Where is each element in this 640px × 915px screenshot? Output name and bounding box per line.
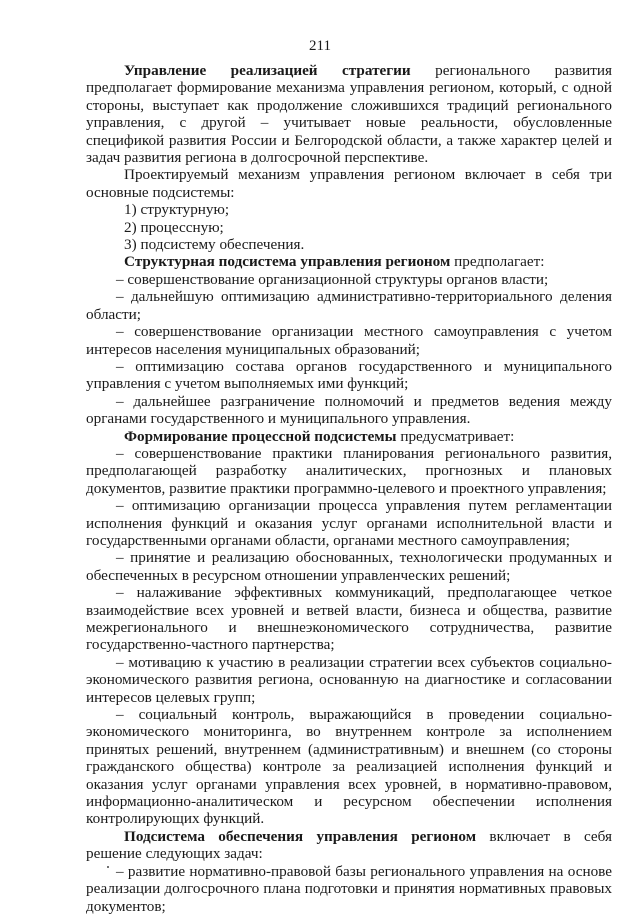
structural-bold: Структурная подсистема управления регионом (124, 253, 451, 271)
process-item: – социальный контроль, выражающийся в проведении социально-экономического мониторинга, во внутреннем контроле за исполнением принятых решений, внутреннем (административным) и внешнем (со стороны гражданского общества) контроле за реализацией исполнения функций и оказания услуг органами управления всех уровней, в нормативно-правовом, информационно-аналитическом и ресурсном обеспечении исполнения контролирующих функций. (86, 706, 612, 828)
page-number: 211 (309, 38, 331, 54)
process-heading (86, 428, 612, 445)
structural-item: – совершенствование организационной структуры органов власти; (116, 270, 549, 288)
process-item: – совершенствование практики планирования регионального развития, предполагающей разработку аналитических, прогнозных и плановых документов, развитие практики программно-целевого и проектного управления; (86, 444, 612, 497)
process-bold: Формирование процессной подсистемы (124, 427, 397, 445)
subsystem-item: 2) процессную; (124, 218, 224, 236)
structural-item: – дальнейшую оптимизацию административно-территориального деления области; (86, 288, 612, 323)
process-item: – мотивацию к участию в реализации стратегии всех субъектов социально-экономического развития региона, основанную на диагностике и согласовании интересов целевых групп; (86, 653, 612, 706)
scan-speck (107, 866, 109, 868)
subsystem-item: 1) структурную; (124, 201, 230, 219)
structural-item: – оптимизацию состава органов государственного и муниципального управления с учетом выполняемых ими функций; (86, 357, 612, 393)
process-item: – оптимизацию организации процесса управления путем регламентации исполнения функций и оказания услуг органами исполнительной власти и государственными органами области, органами местного самоуправления; (86, 497, 612, 549)
paragraph-mechanism: Проектируемый механизм управления регионом включает в себя три основные подсистемы: (86, 166, 612, 201)
structural-heading (86, 253, 612, 270)
paragraph-intro (86, 62, 612, 166)
process-rest: предусматривает: (396, 427, 515, 445)
intro-bold: Управление реализацией стратегии (124, 62, 411, 79)
structural-item: – дальнейшее разграничение полномочий и предметов ведения между органами государственного и муниципального управления. (86, 392, 612, 428)
intro-text: регионального развития предполагает формирование механизма управления регионом, который, с одной стороны, выступает как продолжение сложившихся традиций регионального управления, с другой – учитывает новые реальности, обусловленные спецификой развития России и Белгородской области, а также характер целей и задач развития региона в долгосрочной перспективе. (86, 62, 612, 167)
support-rest: включает в себя решение следующих задач: (86, 827, 613, 863)
process-item: – налаживание эффективных коммуникаций, предполагающее четкое взаимодействие всех уровней и ветвей власти, бизнеса и общества, развитие межрегионального и внешнеэкономического сотрудничества, развитие государственно-частного партнерства; (86, 584, 612, 654)
support-bold: Подсистема обеспечения управления регионом (124, 827, 477, 845)
process-item: – принятие и реализацию обоснованных, технологически продуманных и обеспеченных в ресурсном отношении управленческих решений; (86, 549, 612, 584)
document-body (86, 62, 612, 915)
structural-item: – совершенствование организации местного самоуправления с учетом интересов населения муниципальных образований; (86, 323, 612, 358)
support-item: – развитие нормативно-правовой базы регионального управления на основе реализации долгосрочного плана подготовки и принятия нормативных правовых документов; (86, 862, 612, 915)
support-heading (86, 828, 612, 863)
subsystem-item: 3) подсистему обеспечения. (124, 236, 305, 254)
structural-rest: предполагает: (450, 253, 545, 271)
